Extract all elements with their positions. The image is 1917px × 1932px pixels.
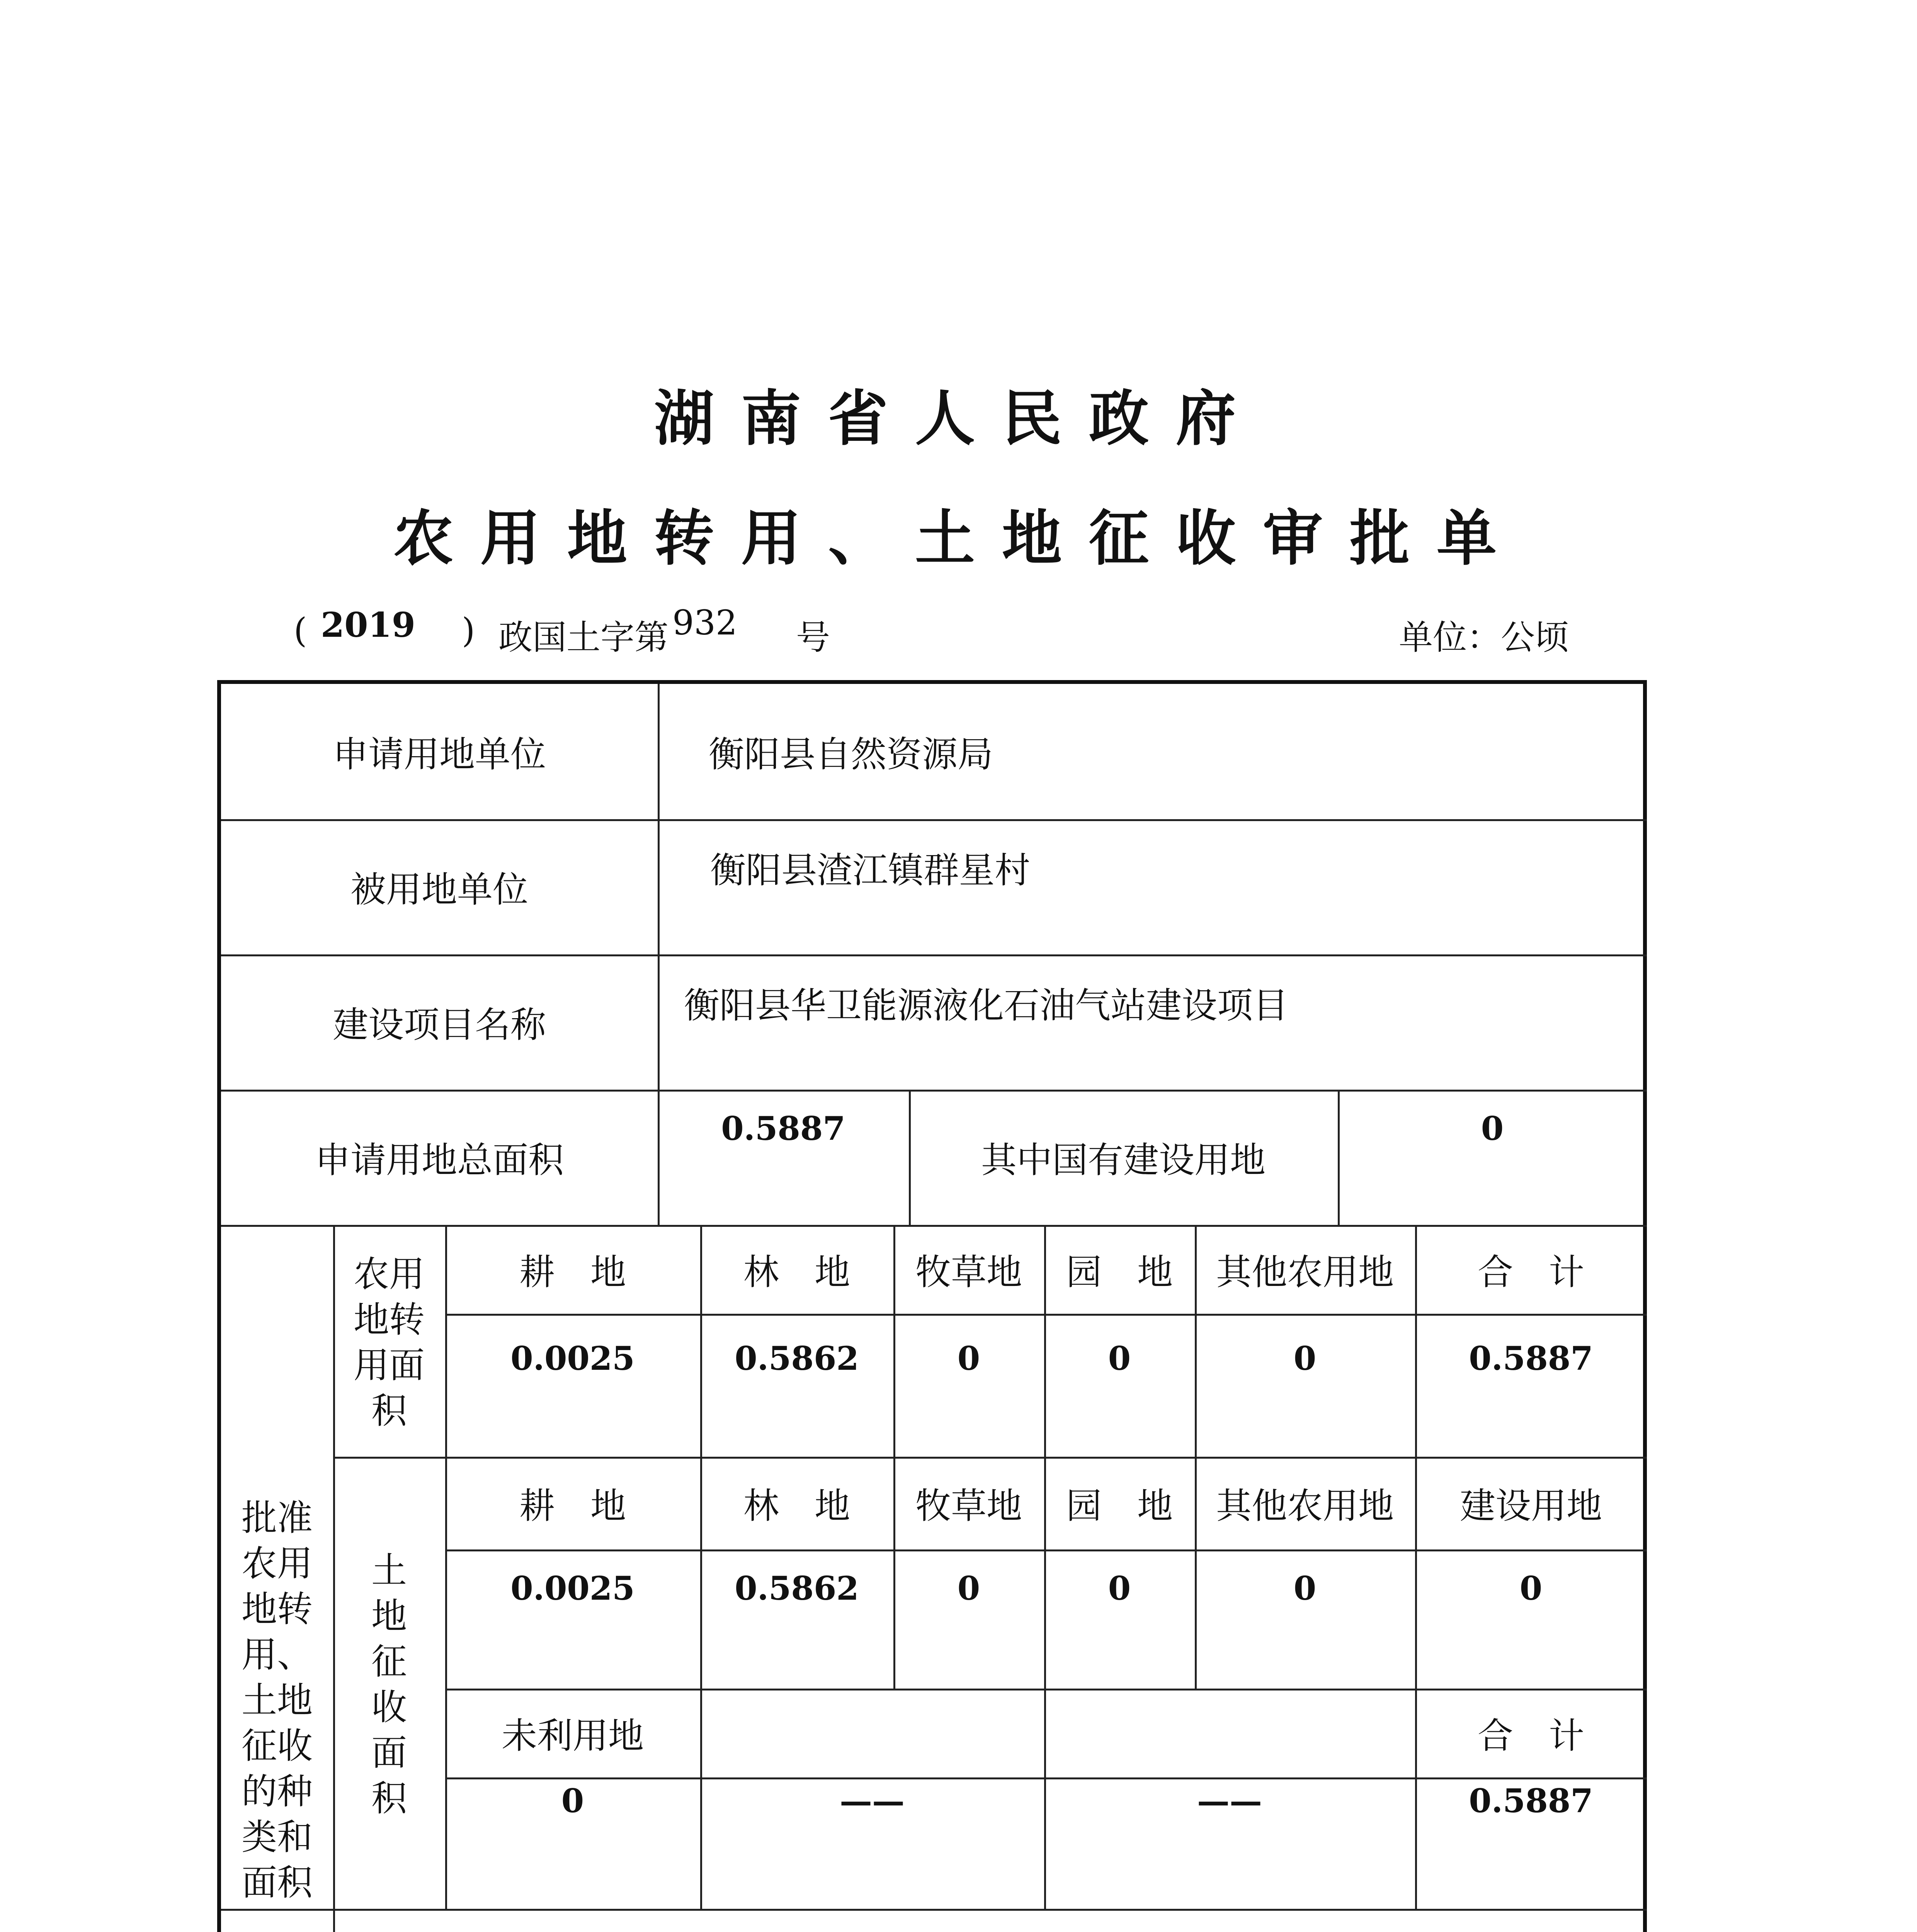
dash-placeholder: —— (1197, 1781, 1262, 1820)
doc-number: 932 (672, 603, 737, 643)
doc-number-paren-close: ) (462, 611, 475, 650)
state-construction-value: 0 (1481, 1109, 1504, 1148)
approval-table (217, 680, 1647, 1932)
state-construction-label: 其中国有建设用地 (981, 1139, 1266, 1181)
applicant-value: 衡阳县自然资源局 (708, 734, 993, 775)
expropriation-header-garden: 园 地 (1066, 1485, 1173, 1527)
document-title: 湖南省人民政府 (654, 384, 1263, 454)
conversion-header-forest: 林 地 (743, 1252, 850, 1293)
doc-year: 2019 (321, 605, 415, 645)
occupied-unit-label: 被用地单位 (350, 869, 528, 910)
total-area-value: 0.5887 (721, 1109, 845, 1148)
unit-label: 单位：公顷 (1399, 617, 1569, 657)
expropriation-area-label: 土地征收面积 (371, 1550, 407, 1819)
unused-land-value: 0 (561, 1781, 584, 1820)
doc-suffix: 号 (796, 617, 830, 657)
conversion-value-forest: 0.5862 (735, 1339, 859, 1378)
project-name-label: 建设项目名称 (332, 1004, 546, 1046)
conversion-value-cultivated: 0.0025 (510, 1339, 635, 1378)
occupied-unit-value: 衡阳县渣江镇群星村 (710, 850, 1030, 891)
total-area-label: 申请用地总面积 (315, 1139, 564, 1181)
conversion-header-total: 合 计 (1477, 1252, 1584, 1293)
document-subtitle: 农用地转用、土地征收审批单 (393, 503, 1524, 573)
expropriation-total-label: 合 计 (1477, 1715, 1584, 1757)
expropriation-header-grassland: 牧草地 (915, 1485, 1022, 1527)
expropriation-header-forest: 林 地 (743, 1485, 850, 1527)
conversion-value-total: 0.5887 (1469, 1339, 1593, 1378)
conversion-header-other: 其他农用地 (1216, 1252, 1394, 1293)
expropriation-header-other: 其他农用地 (1216, 1485, 1394, 1527)
expropriation-value-construction: 0 (1519, 1569, 1543, 1607)
expropriation-value-forest: 0.5862 (735, 1569, 859, 1607)
dash-placeholder: —— (840, 1781, 905, 1820)
conversion-value-grassland: 0 (957, 1339, 980, 1378)
conversion-value-garden: 0 (1108, 1339, 1131, 1378)
unused-land-label: 未利用地 (501, 1715, 644, 1757)
conversion-header-grassland: 牧草地 (915, 1252, 1022, 1293)
expropriation-header-construction: 建设用地 (1459, 1485, 1602, 1527)
expropriation-value-cultivated: 0.0025 (510, 1569, 635, 1607)
applicant-label: 申请用地单位 (332, 734, 546, 775)
expropriation-header-cultivated: 耕 地 (519, 1485, 626, 1527)
conversion-header-garden: 园 地 (1066, 1252, 1173, 1293)
conversion-value-other: 0 (1293, 1339, 1317, 1378)
doc-number-paren-open: ( (294, 611, 307, 650)
expropriation-value-grassland: 0 (957, 1569, 980, 1607)
approval-category-label: 批准农用地转用、土地征收的种类和面积 (241, 1497, 313, 1903)
expropriation-total-value: 0.5887 (1469, 1781, 1593, 1820)
conversion-area-label: 农用地转用面积 (353, 1253, 425, 1432)
conversion-header-cultivated: 耕 地 (519, 1252, 626, 1293)
expropriation-value-other: 0 (1293, 1569, 1317, 1607)
project-name-value: 衡阳县华卫能源液化石油气站建设项目 (684, 985, 1288, 1026)
expropriation-value-garden: 0 (1108, 1569, 1131, 1607)
doc-prefix: 政国土字第 (498, 617, 669, 657)
